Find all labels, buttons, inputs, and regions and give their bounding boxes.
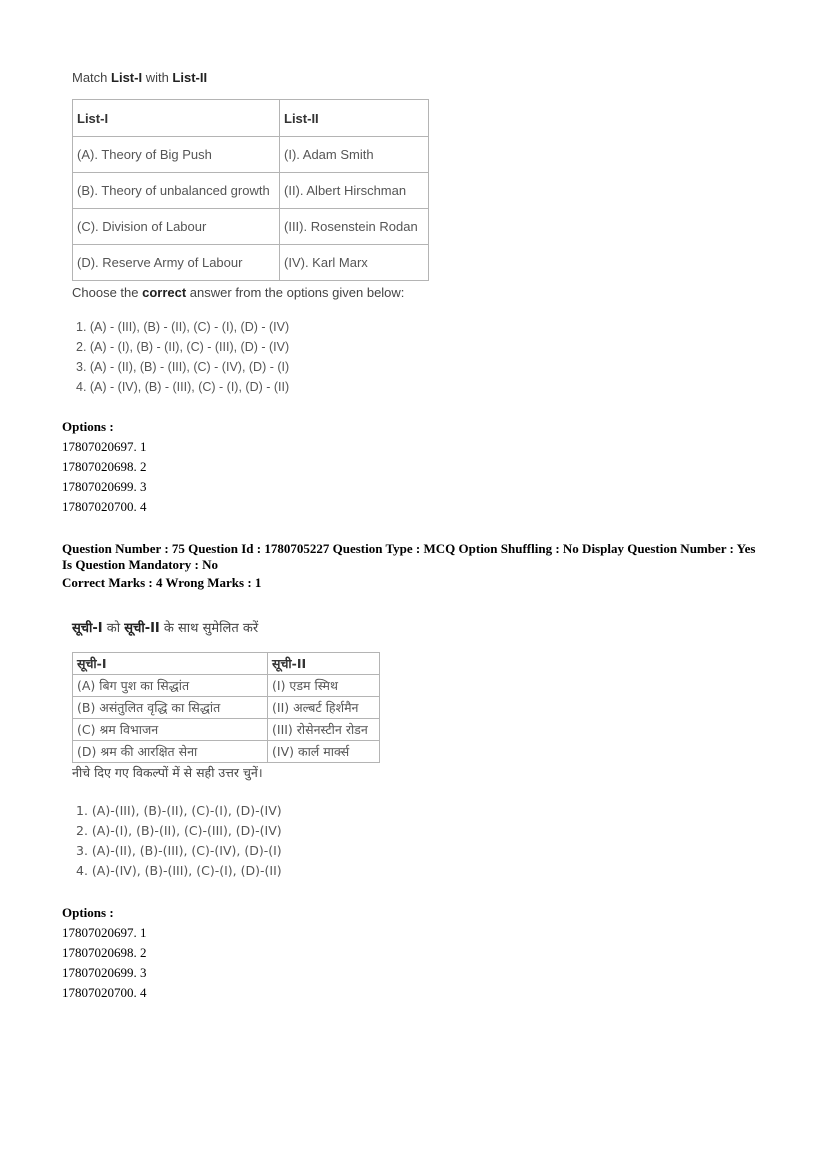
list-1-header: सूची-I — [73, 653, 268, 675]
table-cell: (III) रोसेनस्टीन रोडन — [268, 719, 380, 741]
q1-question-image — [72, 68, 429, 397]
q2-meta-line-2: Is Question Mandatory : No — [62, 557, 219, 572]
list-item: 4. (A) - (IV), (B) - (III), (C) - (I), (D) - (II) — [76, 380, 290, 394]
q2-choose-instruction: नीचे दिए गए विकल्पों में से सही उत्तर चुनें। — [72, 765, 263, 780]
table-header-row — [73, 100, 429, 137]
table-cell: (A). Theory of Big Push — [73, 137, 280, 173]
table-header-row — [73, 653, 380, 675]
table-cell: (III). Rosenstein Rodan — [280, 209, 429, 245]
q2-question-image — [72, 618, 380, 881]
list-item: 2. (A)-(I), (B)-(II), (C)-(III), (D)-(IV) — [76, 823, 282, 838]
list-2-header: List-II — [280, 100, 429, 137]
list-1-header: List-I — [73, 100, 280, 137]
table-row — [73, 209, 429, 245]
table-cell: (C). Division of Labour — [73, 209, 280, 245]
table-cell: (B). Theory of unbalanced growth — [73, 173, 280, 209]
list-item: 1. (A) - (III), (B) - (II), (C) - (I), (D) - (IV) — [76, 320, 290, 334]
q1-option-1: 17807020697. 1 — [62, 439, 147, 454]
q1-option-4: 17807020700. 4 — [62, 499, 147, 514]
table-row — [73, 719, 380, 741]
q2-option-2: 17807020698. 2 — [62, 945, 147, 960]
q2-match-table — [72, 652, 380, 763]
list-2-header: सूची-II — [268, 653, 380, 675]
table-cell: (I) एडम स्मिथ — [268, 675, 380, 697]
q1-option-2: 17807020698. 2 — [62, 459, 147, 474]
q1-options-label: Options : — [62, 419, 114, 434]
q2-options-label: Options : — [62, 905, 114, 920]
table-cell: (C) श्रम विभाजन — [73, 719, 268, 741]
q2-answer-list — [72, 801, 380, 881]
list-item: 1. (A)-(III), (B)-(II), (C)-(I), (D)-(IV) — [76, 803, 282, 818]
table-cell: (A) बिग पुश का सिद्धांत — [73, 675, 268, 697]
q2-marks-line: Correct Marks : 4 Wrong Marks : 1 — [62, 575, 262, 590]
q1-choose-instruction: Choose the correct answer from the options given below: — [72, 285, 405, 300]
q1-instruction: Match List-I with List-II — [72, 70, 208, 85]
q2-option-1: 17807020697. 1 — [62, 925, 147, 940]
table-row — [73, 741, 380, 763]
table-cell: (II). Albert Hirschman — [280, 173, 429, 209]
list-item: 4. (A)-(IV), (B)-(III), (C)-(I), (D)-(II) — [76, 863, 282, 878]
table-cell: (IV) कार्ल मार्क्स — [268, 741, 380, 763]
q2-option-4: 17807020700. 4 — [62, 985, 147, 1000]
table-row — [73, 697, 380, 719]
table-row — [73, 137, 429, 173]
list-item: 2. (A) - (I), (B) - (II), (C) - (III), (D) - (IV) — [76, 340, 290, 354]
table-cell: (I). Adam Smith — [280, 137, 429, 173]
table-cell: (II) अल्बर्ट हिर्शमैन — [268, 697, 380, 719]
table-row — [73, 173, 429, 209]
q1-answer-list — [72, 317, 429, 397]
list-item: 3. (A)-(II), (B)-(III), (C)-(IV), (D)-(I) — [76, 843, 282, 858]
table-row — [73, 245, 429, 281]
q2-instruction: सूची-I को सूची-II के साथ सुमेलित करें — [72, 621, 259, 636]
table-cell: (D). Reserve Army of Labour — [73, 245, 280, 281]
q1-match-table — [72, 99, 429, 281]
table-row — [73, 675, 380, 697]
table-cell: (D) श्रम की आरक्षित सेना — [73, 741, 268, 763]
q1-option-3: 17807020699. 3 — [62, 479, 147, 494]
table-cell: (IV). Karl Marx — [280, 245, 429, 281]
table-cell: (B) असंतुलित वृद्धि का सिद्धांत — [73, 697, 268, 719]
q2-meta-line-1: Question Number : 75 Question Id : 1780705227 Question Type : MCQ Option Shuffling : No Display Question Number : Yes — [62, 541, 756, 556]
q2-option-3: 17807020699. 3 — [62, 965, 147, 980]
list-item: 3. (A) - (II), (B) - (III), (C) - (IV), (D) - (I) — [76, 360, 290, 374]
